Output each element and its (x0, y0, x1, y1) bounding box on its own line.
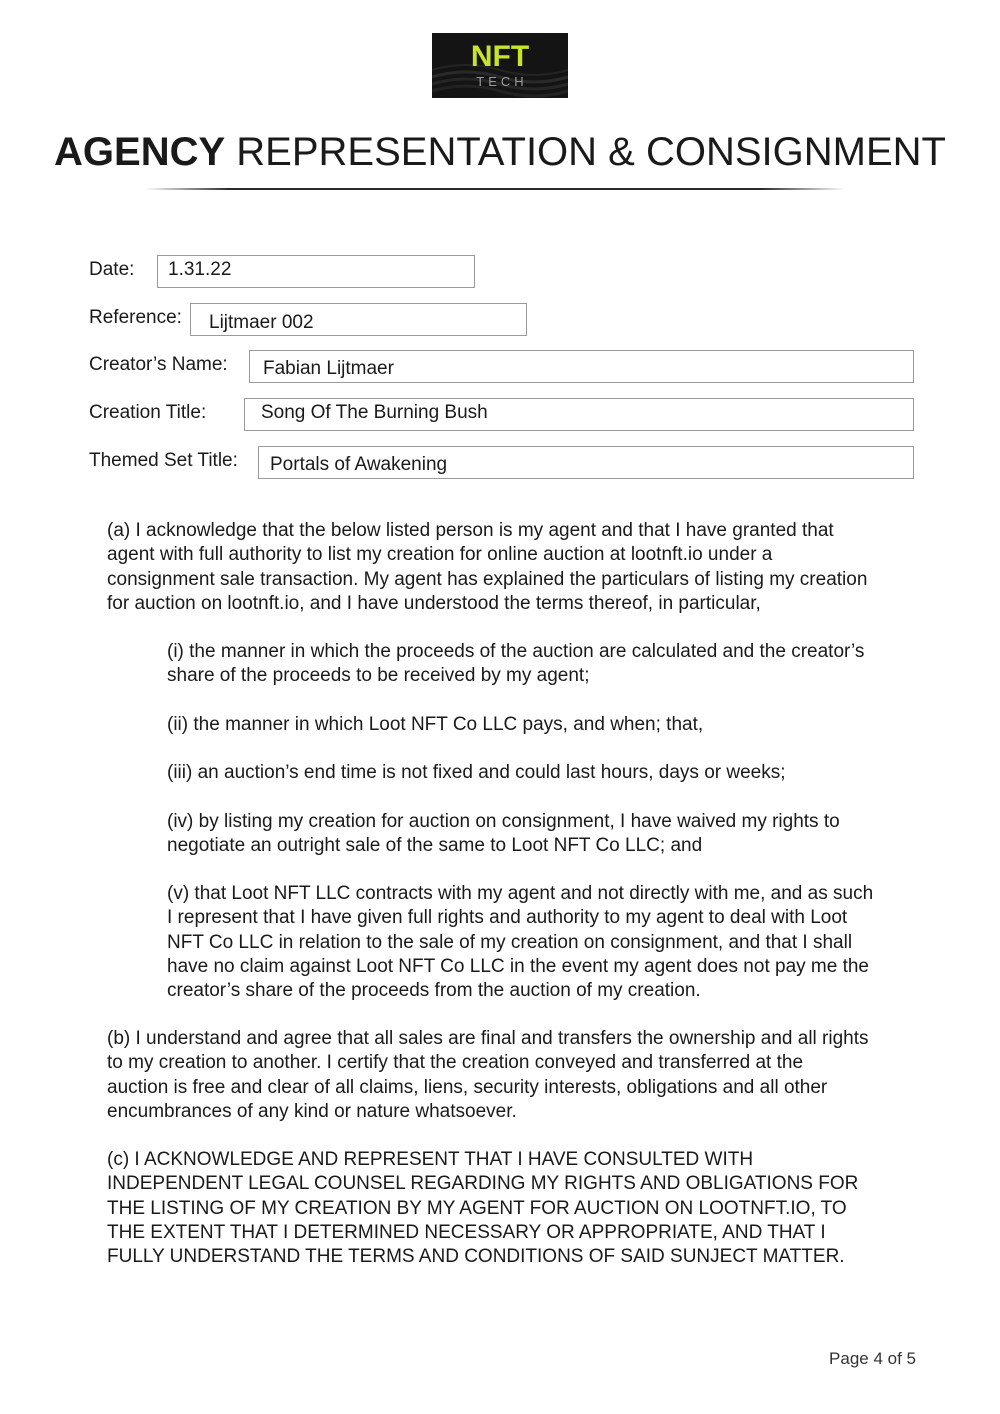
clause-v-line: NFT Co LLC in relation to the sale of my creation on consignment, and that I shall (167, 931, 853, 953)
clause-iii (167, 761, 786, 785)
clause-i-line: (i) the manner in which the proceeds of the auction are calculated and the creator’s (167, 641, 865, 662)
clause-iv-line: (iv) by listing my creation for auction on consignment, I have waived my rights to (167, 811, 840, 832)
clause-i (167, 640, 864, 689)
date-field[interactable]: 1.31.22 (157, 255, 475, 288)
clause-b (107, 1027, 869, 1124)
clause-ii-line: (ii) the manner in which Loot NFT Co LLC pays, and when; that, (167, 714, 704, 735)
clause-a-line: agent with full authority to list my creation for online auction at lootnft.io under a (107, 544, 773, 566)
title-divider (145, 188, 845, 190)
logo-main-text: NFT (470, 40, 530, 73)
clause-iv-line: negotiate an outright sale of the same to Loot NFT Co LLC; and (167, 835, 703, 857)
creation-title-label: Creation Title: (89, 402, 207, 423)
clause-b-line: (b) I understand and agree that all sales are final and transfers the ownership and all rights (107, 1028, 869, 1049)
clause-ii (167, 713, 703, 737)
title-rest-part: REPRESENTATION & CONSIGNMENT (225, 130, 946, 174)
nft-tech-logo (432, 33, 568, 98)
creator-name-label: Creator’s Name: (89, 354, 228, 375)
clause-c-line: FULLY UNDERSTAND THE TERMS AND CONDITIONS OF SAID SUNJECT MATTER. (107, 1246, 845, 1268)
clause-c-line: THE EXTENT THAT I DETERMINED NECESSARY OR APPROPRIATE, AND THAT I (107, 1221, 826, 1243)
clause-b-line: encumbrances of any kind or nature whatsoever. (107, 1100, 517, 1122)
clause-a-line: consignment sale transaction. My agent has explained the particulars of listing my creation (107, 568, 868, 590)
clause-b-line: to my creation to another. I certify that the creation conveyed and transferred at the (107, 1052, 804, 1074)
themed-set-title-label: Themed Set Title: (89, 450, 238, 471)
clause-a-line: for auction on lootnft.io, and I have understood the terms thereof, in particular, (107, 592, 761, 614)
clause-a (107, 519, 867, 616)
clause-i-line: share of the proceeds to be received by my agent; (167, 665, 590, 687)
page-number: Page 4 of 5 (829, 1349, 916, 1368)
clause-c (107, 1148, 858, 1269)
themed-set-title-field[interactable]: Portals of Awakening (258, 446, 914, 479)
clause-v-line: (v) that Loot NFT LLC contracts with my agent and not directly with me, and as such (167, 883, 874, 904)
title-bold-part: AGENCY (54, 130, 226, 174)
clause-a-line: (a) I acknowledge that the below listed person is my agent and that I have granted that (107, 520, 834, 541)
logo-sub-text: TECH (476, 74, 528, 89)
clause-v (167, 882, 873, 1003)
clause-iv (167, 810, 840, 859)
reference-field[interactable]: Lijtmaer 002 (190, 303, 527, 336)
clause-c-line: INDEPENDENT LEGAL COUNSEL REGARDING MY RIGHTS AND OBLIGATIONS FOR (107, 1173, 859, 1195)
date-label: Date: (89, 259, 135, 280)
clause-c-line: (c) I ACKNOWLEDGE AND REPRESENT THAT I HAVE CONSULTED WITH (107, 1149, 754, 1170)
page-title (0, 128, 1000, 176)
clause-b-line: auction is free and clear of all claims, liens, security interests, obligations and all other (107, 1076, 828, 1098)
creator-name-field[interactable]: Fabian Lijtmaer (249, 350, 914, 383)
clause-v-line: creator’s share of the proceeds from the auction of my creation. (167, 980, 701, 1002)
creation-title-field[interactable]: Song Of The Burning Bush (244, 398, 914, 431)
clause-v-line: have no claim against Loot NFT Co LLC in the event my agent does not pay me the (167, 955, 869, 977)
clause-c-line: THE LISTING OF MY CREATION BY MY AGENT FOR AUCTION ON LOOTNFT.IO, TO (107, 1197, 847, 1219)
clause-v-line: I represent that I have given full rights and authority to my agent to deal with Loot (167, 907, 848, 929)
reference-label: Reference: (89, 307, 182, 328)
clause-iii-line: (iii) an auction’s end time is not fixed and could last hours, days or weeks; (167, 762, 786, 783)
